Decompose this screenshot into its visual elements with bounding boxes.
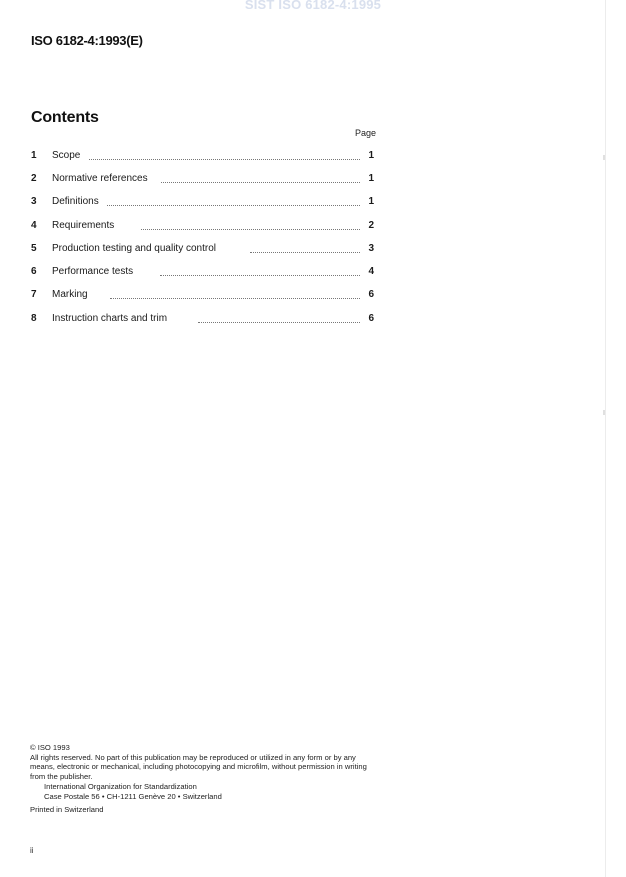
toc-entry[interactable] [31,243,376,257]
copyright-line: © ISO 1993 [30,743,70,752]
contents-title: Contents [31,109,99,126]
toc-entry-number: 2 [31,173,37,184]
toc-leader [198,321,360,323]
edge-mark [603,155,605,160]
toc-entry-page: 6 [368,313,374,324]
toc-entry-page: 1 [368,196,374,207]
copyright-notice [30,743,380,802]
rights-statement: All rights reserved. No part of this publication may be reproduced or utilized in any form or by any means, electronic or mechanical, including photocopying and microfilm, without permission in writing from the publisher. [30,752,367,781]
page-number: ii [30,846,34,855]
toc-entry-number: 4 [31,220,37,231]
printed-in: Printed in Switzerland [30,805,104,814]
toc-entry-title: Production testing and quality control [52,243,216,254]
toc-entry-number: 5 [31,243,37,254]
toc-entry-title: Definitions [52,196,99,207]
toc-entry-page: 1 [368,150,374,161]
toc-entry-number: 3 [31,196,37,207]
toc-leader [161,181,360,183]
toc-leader [89,158,360,160]
toc-entry-title: Scope [52,150,81,161]
toc-entry-number: 6 [31,266,37,277]
toc-leader [141,228,360,230]
toc-entry-title: Marking [52,289,88,300]
page-edge [605,0,606,877]
toc-entry[interactable] [31,289,376,303]
page-column-label: Page [355,128,377,138]
toc-entry-number: 8 [31,313,37,324]
toc-leader [107,204,360,206]
document-id: ISO 6182-4:1993(E) [31,33,143,48]
toc-entry-page: 2 [368,220,374,231]
organization-name: International Organization for Standardization [44,782,197,792]
toc-entry-page: 3 [368,243,374,254]
toc-entry-title: Requirements [52,220,115,231]
toc-leader [160,274,360,276]
toc-entry-title: Normative references [52,173,148,184]
toc-entry[interactable] [31,150,376,164]
toc-leader [250,251,360,253]
toc-entry[interactable] [31,220,376,234]
toc-entry-title: Performance tests [52,266,134,277]
toc-entry-page: 1 [368,173,374,184]
toc-entry-number: 1 [31,150,37,161]
edge-mark [603,410,605,415]
toc-entry-title: Instruction charts and trim [52,313,168,324]
toc-entry[interactable] [31,313,376,327]
toc-entry[interactable] [31,266,376,280]
organization-address: Case Postale 56 • CH-1211 Genève 20 • Switzerland [44,791,222,801]
toc-entry-page: 4 [368,266,374,277]
watermark: SIST ISO 6182-4:1995 [244,0,382,12]
toc-entry[interactable] [31,196,376,210]
toc-leader [110,297,360,299]
toc-entry-page: 6 [368,289,374,300]
toc-entry[interactable] [31,173,376,187]
toc-entry-number: 7 [31,289,37,300]
